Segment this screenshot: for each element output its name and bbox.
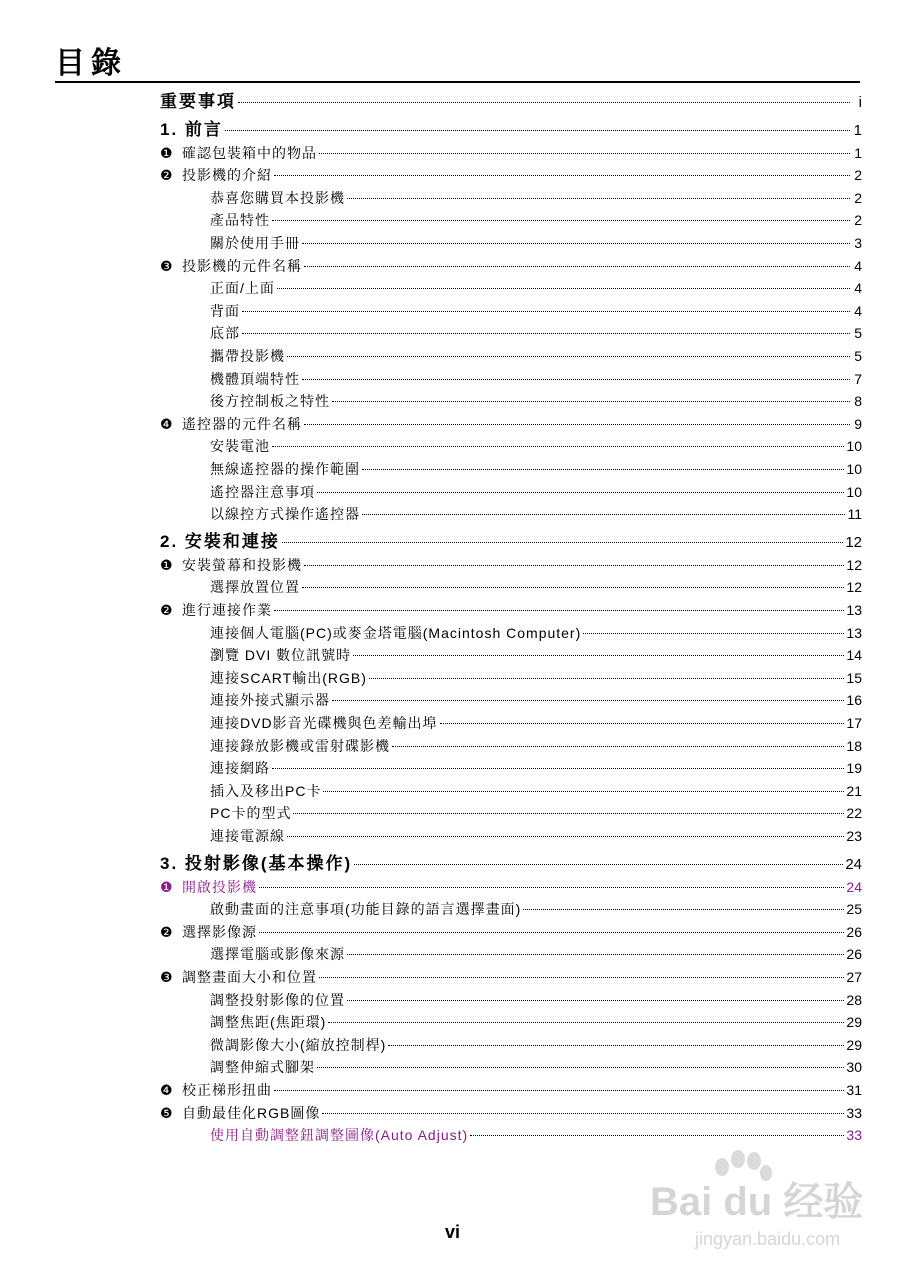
toc-page-number: 10: [846, 461, 862, 477]
dot-leader: [317, 1067, 844, 1068]
toc-chapter[interactable]: [160, 120, 862, 141]
dot-leader: [332, 700, 844, 701]
toc-subsection[interactable]: [210, 645, 862, 665]
toc-label: 3. 投射影像(基本操作): [160, 854, 353, 873]
toc-chapter[interactable]: [160, 532, 862, 553]
dot-leader: [347, 198, 850, 199]
toc-label: 連接個人電腦(PC)或麥金塔電腦(Macintosh Computer): [210, 624, 582, 641]
toc-subsection[interactable]: [210, 1057, 862, 1077]
dot-leader: [369, 678, 845, 679]
toc-page-number: i: [858, 94, 862, 111]
toc-page-number: 33: [846, 1127, 862, 1144]
toc-chapter[interactable]: [160, 854, 862, 875]
toc-label: 恭喜您購買本投影機: [210, 189, 345, 206]
dot-leader: [362, 469, 844, 470]
toc-subsection[interactable]: [210, 577, 862, 597]
dot-leader: [293, 813, 844, 814]
dot-leader: [259, 887, 844, 888]
watermark-brand: Bai du 经验: [650, 1180, 864, 1224]
toc-subsection[interactable]: [210, 1035, 862, 1055]
toc-label: 關於使用手冊: [210, 235, 300, 251]
toc-page-number: 2: [854, 167, 862, 184]
toc-page-number: 29: [846, 1014, 862, 1031]
section-bullet-icon: ❷: [160, 923, 173, 940]
toc-label: 以線控方式操作遙控器: [210, 506, 360, 523]
watermark-url: jingyan.baidu.com: [695, 1229, 841, 1249]
toc-label: 連接DVD影音光碟機與色差輸出埠: [210, 715, 438, 731]
toc-label: 調整投射影像的位置: [210, 991, 345, 1008]
toc-page-number: 9: [854, 415, 862, 432]
toc-page-number: 4: [854, 302, 862, 319]
dot-leader: [323, 791, 844, 792]
dot-leader: [304, 424, 850, 425]
toc-label: 安裝螢幕和投影機: [182, 556, 302, 573]
title-rule: [55, 81, 860, 83]
page-number: vi: [444, 1222, 460, 1242]
toc-page-number: 21: [846, 782, 862, 799]
toc-page-number: 10: [846, 483, 862, 500]
toc-page-number: 22: [846, 805, 862, 822]
section-bullet-icon: ❹: [160, 415, 173, 432]
toc-page-number: 4: [854, 257, 862, 274]
dot-leader: [388, 1045, 844, 1046]
toc-page-number: 24: [845, 856, 862, 873]
toc-page-number: 1: [854, 144, 862, 161]
toc-page-number: 8: [854, 393, 862, 410]
toc-label: 後方控制板之特性: [210, 393, 330, 410]
section-bullet-icon: ❹: [160, 1082, 173, 1098]
toc-label: 連接錄放影機或雷射碟影機: [210, 737, 390, 754]
toc-label: 產品特性: [210, 212, 270, 229]
toc-section[interactable]: [160, 1080, 862, 1100]
toc-label: 選擇影像源: [182, 923, 257, 940]
dot-leader: [274, 610, 844, 611]
toc-section[interactable]: [160, 967, 862, 987]
dot-leader: [242, 333, 850, 334]
toc-label: 正面/上面: [210, 280, 275, 297]
toc-subsection[interactable]: [210, 781, 862, 801]
toc-label: 1. 前言: [160, 120, 223, 139]
toc-page-number: 33: [846, 1104, 862, 1121]
toc-subsection[interactable]: [210, 758, 862, 778]
toc-label: 啟動畫面的注意事項(功能目錄的語言選擇畫面): [210, 901, 522, 918]
toc-subsection[interactable]: [210, 323, 862, 343]
dot-leader: [347, 1000, 844, 1001]
section-bullet-icon: ❷: [160, 167, 173, 184]
toc-page-number: 11: [847, 506, 862, 523]
toc-subsection[interactable]: [210, 944, 862, 964]
toc-page-number: 26: [846, 946, 862, 963]
toc-subsection[interactable]: [210, 436, 862, 456]
toc-page-number: 2: [854, 212, 862, 229]
toc-label: 確認包裝箱中的物品: [182, 144, 317, 161]
dot-leader: [319, 977, 844, 978]
toc-page-number: 13: [846, 602, 862, 618]
toc-label: 機體頂端特性: [210, 370, 300, 387]
toc-section[interactable]: [160, 1103, 862, 1123]
toc-page-number: 25: [846, 901, 862, 918]
toc-page-number: 1: [853, 122, 862, 139]
toc-subsection[interactable]: [210, 826, 862, 846]
toc-page-number: 26: [846, 923, 862, 940]
toc-label: 選擇電腦或影像來源: [210, 946, 345, 963]
dot-leader: [470, 1135, 844, 1136]
dot-leader: [440, 723, 845, 724]
toc-subsection[interactable]: [210, 210, 862, 230]
dot-leader: [272, 768, 844, 769]
toc-page-number: 18: [846, 737, 862, 754]
toc-subsection[interactable]: [210, 990, 862, 1010]
toc-page-number: 12: [846, 579, 862, 596]
toc-section[interactable]: [160, 922, 862, 942]
toc-subsection[interactable]: [210, 1125, 862, 1145]
toc-label: 開啟投影機: [182, 878, 257, 895]
dot-leader: [274, 1090, 844, 1091]
toc-label: 校正梯形扭曲: [182, 1082, 272, 1098]
toc-label: 連接外接式顯示器: [210, 692, 330, 709]
toc-subsection[interactable]: [210, 233, 862, 253]
toc-label: 連接電源線: [210, 828, 285, 844]
section-bullet-icon: ❶: [160, 556, 173, 573]
toc-label: 重要事項: [160, 92, 236, 111]
toc-page-number: 12: [845, 534, 862, 552]
dot-leader: [347, 954, 844, 955]
toc-label: 安裝電池: [210, 438, 270, 455]
toc-label: 投影機的元件名稱: [182, 257, 302, 274]
dot-leader: [287, 836, 844, 837]
toc-subsection[interactable]: [210, 803, 862, 823]
page-title: 目錄: [55, 46, 127, 81]
section-bullet-icon: ❸: [160, 257, 173, 274]
dot-leader: [332, 401, 850, 402]
toc-section[interactable]: [160, 165, 862, 185]
toc-subsection[interactable]: [210, 346, 862, 366]
toc-page-number: 7: [854, 370, 862, 387]
toc-section[interactable]: [160, 143, 862, 163]
dot-leader: [328, 1022, 844, 1023]
toc-label: 微調影像大小(縮放控制桿): [210, 1036, 387, 1053]
toc-subsection[interactable]: [210, 504, 862, 524]
toc-page-number: 3: [854, 235, 862, 251]
toc-label: 背面: [210, 302, 240, 319]
toc-label: PC卡的型式: [210, 805, 292, 822]
toc-label: 選擇放置位置: [210, 579, 300, 596]
dot-leader: [259, 932, 844, 933]
dot-leader: [302, 243, 850, 244]
toc-subsection[interactable]: [210, 391, 862, 411]
dot-leader: [242, 311, 850, 312]
toc-page-number: 30: [846, 1059, 862, 1076]
dot-leader: [319, 153, 850, 154]
toc-subsection[interactable]: [210, 1012, 862, 1032]
toc-subsection[interactable]: [210, 713, 862, 733]
toc-label: 自動最佳化RGB圖像: [182, 1104, 321, 1121]
toc-subsection[interactable]: [210, 301, 862, 321]
toc-subsection[interactable]: [210, 623, 862, 643]
toc-subsection[interactable]: [210, 736, 862, 756]
dot-leader: [272, 446, 844, 447]
dot-leader: [583, 633, 844, 634]
dot-leader: [304, 266, 850, 267]
toc-subsection[interactable]: [210, 369, 862, 389]
toc-label: 投影機的介紹: [182, 167, 272, 184]
toc-page-number: 16: [846, 692, 862, 709]
dot-leader: [523, 909, 844, 910]
toc-label: 調整焦距(焦距環): [210, 1014, 327, 1031]
toc-page-number: 17: [846, 715, 862, 731]
toc-page-number: 4: [854, 280, 862, 297]
paw-logo-icon: [715, 1150, 772, 1181]
dot-leader: [322, 1113, 844, 1114]
toc-chapter[interactable]: [160, 92, 862, 113]
toc-label: 遙控器注意事項: [210, 483, 315, 500]
toc-page-number: 15: [846, 669, 862, 686]
section-bullet-icon: ❶: [160, 144, 173, 161]
section-bullet-icon: ❷: [160, 602, 173, 618]
dot-leader: [392, 746, 844, 747]
toc-page-number: 23: [846, 828, 862, 844]
dot-leader: [287, 356, 850, 357]
toc-label: 連接SCART輸出(RGB): [210, 669, 367, 686]
dot-leader: [353, 655, 844, 656]
toc-section[interactable]: [160, 414, 862, 434]
dot-leader: [304, 565, 844, 566]
toc-label: 調整畫面大小和位置: [182, 969, 317, 985]
toc-page-number: 27: [846, 969, 862, 985]
dot-leader: [302, 587, 844, 588]
section-bullet-icon: ❺: [160, 1104, 173, 1121]
toc-section[interactable]: [160, 555, 862, 575]
toc-page-number: 28: [846, 991, 862, 1008]
dot-leader: [302, 379, 850, 380]
toc-label: 進行連接作業: [182, 602, 272, 618]
dot-leader: [225, 130, 850, 131]
toc-subsection[interactable]: [210, 482, 862, 502]
toc-label: 底部: [210, 325, 240, 342]
toc-label: 插入及移出PC卡: [210, 782, 322, 799]
toc-label: 攜帶投影機: [210, 348, 285, 364]
toc-page-number: 29: [846, 1036, 862, 1053]
dot-leader: [274, 175, 850, 176]
dot-leader: [282, 542, 843, 543]
toc-label: 連接網路: [210, 760, 270, 777]
toc-label: 2. 安裝和連接: [160, 532, 280, 552]
toc-section[interactable]: [160, 877, 862, 897]
toc-page-number: 24: [846, 878, 862, 895]
toc-page-number: 12: [846, 556, 862, 573]
toc-page-number: 31: [846, 1082, 862, 1098]
toc-subsection[interactable]: [210, 188, 862, 208]
toc-page-number: 5: [854, 348, 862, 364]
toc-page-number: 14: [846, 647, 862, 664]
section-bullet-icon: ❸: [160, 969, 173, 985]
toc-label: 調整伸縮式腳架: [210, 1059, 315, 1076]
toc-label: 遙控器的元件名稱: [182, 415, 302, 432]
toc-subsection[interactable]: [210, 278, 862, 298]
dot-leader: [272, 220, 850, 221]
toc-subsection[interactable]: [210, 668, 862, 688]
toc-section[interactable]: [160, 600, 862, 620]
toc-page-number: 19: [846, 760, 862, 777]
toc-page-number: 13: [846, 624, 862, 641]
dot-leader: [317, 492, 844, 493]
toc-page-number: 5: [854, 325, 862, 342]
toc-subsection[interactable]: [210, 459, 862, 479]
toc-subsection[interactable]: [210, 899, 862, 919]
toc-section[interactable]: [160, 256, 862, 276]
toc-label: 使用自動調整鈕調整圖像(Auto Adjust): [210, 1127, 469, 1144]
toc-label: 瀏覽 DVI 數位訊號時: [210, 647, 352, 664]
toc-label: 無線遙控器的操作範圍: [210, 461, 360, 477]
dot-leader: [277, 288, 850, 289]
dot-leader: [238, 102, 850, 103]
section-bullet-icon: ❶: [160, 878, 173, 895]
toc-page-number: 10: [846, 438, 862, 455]
dot-leader: [362, 514, 845, 515]
toc-page-number: 2: [854, 189, 862, 206]
toc-subsection[interactable]: [210, 690, 862, 710]
dot-leader: [354, 864, 843, 865]
